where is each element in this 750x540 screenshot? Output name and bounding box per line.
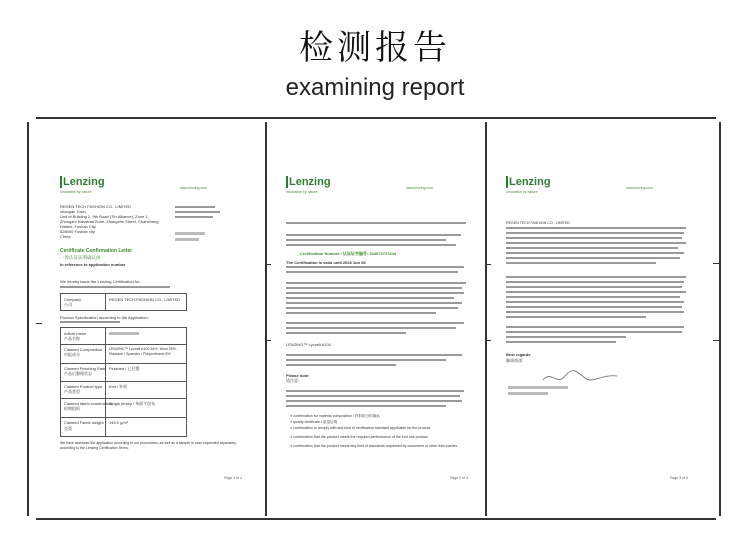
- note-heading: Please note:: [286, 373, 310, 378]
- lenzing-logo: Lenzing: [286, 176, 331, 188]
- bottom-divider: [36, 518, 716, 520]
- text-line: [286, 297, 454, 299]
- bullet-item: ● confirmation that the product meets any kind of standards requested by customers or other third parties: [290, 444, 458, 448]
- company-address-line: China: [60, 234, 71, 239]
- bullet-item: ● confirmation for material composition / 材料组分的确认: [290, 414, 381, 418]
- redacted-block: [109, 332, 139, 335]
- fold-tick: [713, 340, 719, 341]
- text-line: [286, 307, 458, 309]
- text-line: [506, 306, 682, 308]
- issue-statement: We hereby issue the Lenzing Certification for:: [60, 279, 141, 284]
- fold-tick: [713, 263, 719, 264]
- text-line: [286, 359, 446, 361]
- redacted-block: [508, 386, 568, 389]
- text-line: [506, 336, 626, 338]
- text-line: [506, 341, 616, 343]
- fold-tick: [265, 264, 271, 265]
- report-title-en: examining report: [285, 74, 465, 101]
- spec-label: Claimed Composition: [64, 347, 103, 352]
- company-reference: REGEN TECH FASHION CO., LIMITED: [506, 221, 570, 225]
- text-line: [60, 286, 170, 288]
- closing-statement: We have assessed the application according to our procedures, as well as a sample in case requested separately, according to the Lenzing Certification Terms.: [60, 441, 237, 450]
- right-border: [719, 122, 721, 516]
- text-line: [506, 242, 686, 244]
- spec-label: Claimed fabric construction: [64, 401, 113, 406]
- spec-label-cn: 产品后整理状态: [64, 371, 92, 376]
- brand-tagline: Innovative by nature: [60, 190, 92, 194]
- divider-1: [265, 122, 267, 516]
- best-regards-cn: 顺颂商祺: [506, 358, 522, 363]
- brand-website: www.lenzing.com: [626, 186, 654, 190]
- company-address-line: Unit of Building 2, 9th Road (7th Alliance), Zone 1,: [60, 214, 149, 219]
- spec-label-cn: 申报成分: [64, 352, 80, 357]
- validity-statement: The Certification is valid until 2026 Jun 08: [286, 260, 366, 265]
- text-line: [506, 326, 684, 328]
- confirmation-heading-cn: 一致认证证明确认函: [60, 255, 101, 260]
- report-title-cn: 检测报告: [299, 28, 451, 68]
- spec-label: Article name: [64, 331, 87, 336]
- spec-label-cn: 产品名称: [64, 336, 80, 341]
- brand-website: www.lenzing.com: [406, 186, 434, 190]
- sender-block-line: [175, 206, 215, 208]
- spec-value: LENZING™ Lyocell A100 84%, Wool 25%, Elastane / Spandex / Polyurethane 8%: [109, 347, 177, 356]
- text-line: [286, 239, 446, 241]
- note-heading-cn: 请注意:: [286, 378, 300, 383]
- text-line: [286, 400, 462, 402]
- company-address-line: REGEN TECH FASHION CO., LIMITED: [60, 204, 132, 209]
- spec-value: Finished / 已后整: [109, 366, 140, 371]
- text-line: [506, 281, 684, 283]
- company-address-line: 528000 Foshan city: [60, 229, 95, 234]
- text-line: [506, 252, 684, 254]
- company-value: REGEN TECH FASHION CO., LIMITED: [109, 297, 181, 302]
- text-line: [506, 301, 684, 303]
- text-line: [286, 322, 464, 324]
- text-line: [506, 227, 686, 229]
- confirmation-heading: Certificate Confirmation Letter: [60, 248, 133, 254]
- product-spec-table: [60, 327, 187, 437]
- text-line: [506, 276, 686, 278]
- lenzing-logo: Lenzing: [506, 176, 551, 188]
- spec-value: 145.0 g/m²: [109, 420, 129, 425]
- text-line: [506, 286, 682, 288]
- spec-label: Claimed Fabric weight: [64, 420, 104, 425]
- signature: [541, 366, 621, 388]
- bullet-item: ● confirmation to comply with any kind of certification standard applicable for the product: [290, 426, 431, 430]
- text-line: [506, 257, 680, 259]
- page-number: Page 2 of 4: [450, 476, 468, 480]
- text-line: [286, 282, 466, 284]
- redacted-block: [175, 232, 205, 235]
- company-address-line: District, Foshan City: [60, 224, 96, 229]
- spec-label: Claimed Finishing State: [64, 366, 107, 371]
- top-divider: [36, 117, 716, 119]
- text-line: [286, 222, 466, 224]
- text-line: [506, 311, 684, 313]
- company-address-line: Zhongzhi Industrial Zone, Zhangzhe Street, Chancheng: [60, 219, 159, 224]
- text-line: [506, 296, 680, 298]
- bullet-item: ● quality certificate / 质量证明: [290, 420, 338, 424]
- product-reference: LENZING™ Lyocell A100: [286, 342, 331, 347]
- product-spec-intro: Product Specification according to the Application:: [60, 315, 149, 320]
- company-label: Company: [64, 297, 82, 302]
- text-line: [286, 287, 462, 289]
- text-line: [506, 331, 682, 333]
- divider-2: [485, 122, 487, 516]
- spec-label-cn: 产品类型: [64, 389, 80, 394]
- fold-tick: [485, 264, 491, 265]
- text-line: [286, 364, 396, 366]
- page-number: Page 3 of 4: [670, 476, 688, 480]
- fold-tick: [36, 323, 42, 324]
- best-regards: Best regards: [506, 352, 531, 357]
- application-ref: In reference to application number: [60, 262, 126, 267]
- company-address-line: changan Town: [60, 209, 86, 214]
- text-line: [286, 327, 456, 329]
- report-page-3: [506, 176, 696, 486]
- text-line: [286, 266, 464, 268]
- cert-number-label: Certification Number / 认证证书编号: 324070727444: [300, 251, 397, 256]
- text-line: [286, 332, 406, 334]
- spec-value: Knit / 针织: [109, 384, 128, 389]
- text-line: [506, 237, 682, 239]
- text-line: [286, 234, 461, 236]
- brand-tagline: Innovative by nature: [286, 190, 318, 194]
- text-line: [506, 232, 684, 234]
- text-line: [286, 244, 456, 246]
- text-line: [286, 390, 464, 392]
- redacted-block: [175, 238, 199, 241]
- text-line: [506, 262, 656, 264]
- text-line: [60, 321, 120, 323]
- report-page-1: [60, 176, 250, 486]
- text-line: [506, 316, 646, 318]
- sender-block-line: [175, 216, 213, 218]
- brand-tagline: Innovative by nature: [506, 190, 538, 194]
- cert-number: 324070727444: [369, 251, 397, 256]
- page-number: Page 1 of 4: [224, 476, 242, 480]
- fold-tick: [265, 340, 271, 341]
- text-line: [506, 291, 686, 293]
- text-line: [286, 354, 462, 356]
- bullet-item: ● confirmation that the product meets the required performance of the end use product: [290, 435, 428, 439]
- spec-label-cn: 织物组织: [64, 406, 80, 411]
- text-line: [286, 405, 446, 407]
- company-label-cn: 公司: [64, 302, 72, 307]
- brand-website: www.lenzing.com: [180, 186, 208, 190]
- sender-block-line: [175, 211, 220, 213]
- redacted-block: [508, 392, 548, 395]
- text-line: [286, 292, 464, 294]
- spec-label-cn: 克重: [64, 426, 72, 431]
- lenzing-logo: Lenzing: [60, 176, 105, 188]
- left-border: [27, 122, 29, 516]
- text-line: [506, 247, 678, 249]
- text-line: [286, 395, 460, 397]
- text-line: [286, 302, 462, 304]
- spec-label: Claimed Product type: [64, 384, 103, 389]
- text-line: [286, 312, 436, 314]
- company-table: [60, 293, 187, 311]
- fold-tick: [485, 340, 491, 341]
- spec-value: Single jersey / 单面平纹布: [109, 401, 156, 406]
- text-line: [286, 271, 458, 273]
- report-page-2: [286, 176, 476, 486]
